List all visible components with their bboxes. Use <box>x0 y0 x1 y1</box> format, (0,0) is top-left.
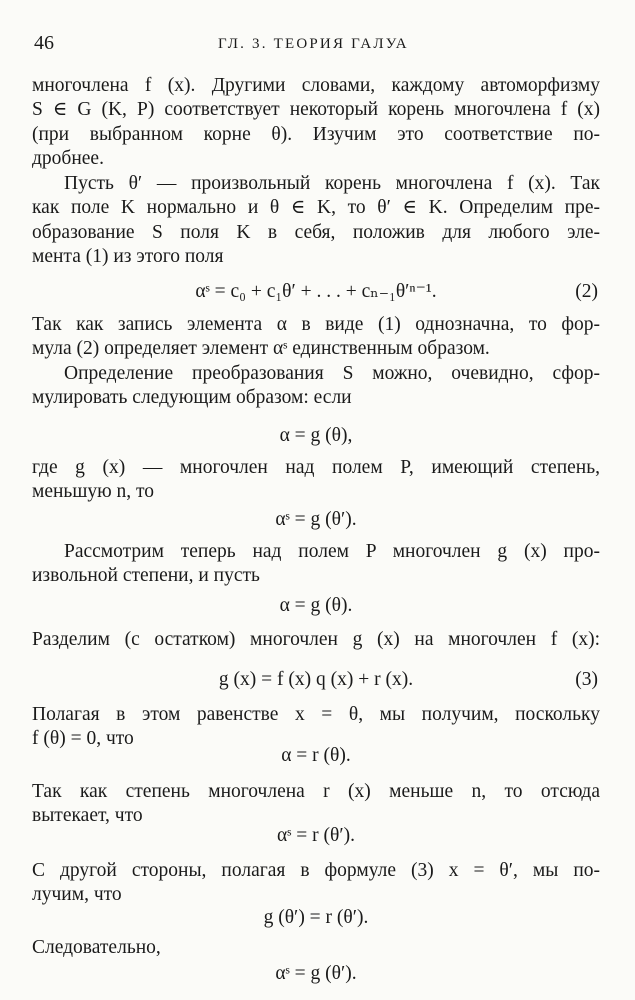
book-page <box>32 26 600 984</box>
text-line: многочлена f (x). Другими словами, каждому автоморфизму <box>32 75 600 96</box>
formula-2: αˢ = c₀ + c₁θ′ + . . . + cₙ₋₁θ′ⁿ⁻¹. <box>195 281 437 302</box>
text-line: где g (x) — многочлен над полем P, имеющий степень, <box>32 457 600 478</box>
text-line: образование S поля K в себя, положив для любого эле- <box>32 222 600 243</box>
text-line: дробнее. <box>32 148 104 169</box>
text-line: Пусть θ′ — произвольный корень многочлена f (x). Так <box>64 173 600 194</box>
text-line: Определение преобразования S можно, очевидно, сфор- <box>64 363 600 384</box>
text-line: мента (1) из этого поля <box>32 246 224 267</box>
text-line: Так как степень многочлена r (x) меньше n, то отсюда <box>32 781 600 802</box>
formula: α = g (θ), <box>279 425 353 446</box>
text-line: Следовательно, <box>32 937 161 958</box>
text-line: мулировать следующим образом: если <box>32 387 352 408</box>
text-line: Разделим (с остатком) многочлен g (x) на многочлен f (x): <box>32 629 600 650</box>
equation-number-2: (2) <box>575 281 598 302</box>
text-line: мула (2) определяет элемент αˢ единственным образом. <box>32 338 490 359</box>
formula: αˢ = g (θ′). <box>275 963 357 984</box>
text-line: S ∈ G (K, P) соответствует некоторый корень многочлена f (x) <box>32 99 600 120</box>
page-number: 46 <box>34 32 54 54</box>
text-line: Так как запись элемента α в виде (1) однозначна, то фор- <box>32 314 600 335</box>
text-line: лучим, что <box>32 884 122 905</box>
text-line: меньшую n, то <box>32 481 155 502</box>
formula: g (θ′) = r (θ′). <box>263 907 369 928</box>
formula: αˢ = r (θ′). <box>277 825 355 846</box>
text-line: (при выбранном корне θ). Изучим это соответствие по- <box>32 124 600 145</box>
text-line: f (θ) = 0, что <box>32 728 134 749</box>
formula: α = g (θ). <box>279 595 353 616</box>
formula: αˢ = g (θ′). <box>275 509 357 530</box>
running-title: ГЛ. 3. ТЕОРИЯ ГАЛУА <box>218 36 409 52</box>
formula: α = r (θ). <box>281 745 351 766</box>
page-header <box>32 26 600 66</box>
text-line: Рассмотрим теперь над полем P многочлен g (x) про- <box>64 541 600 562</box>
equation-number-3: (3) <box>575 669 598 690</box>
text-line: извольной степени, и пусть <box>32 565 260 586</box>
text-line: Полагая в этом равенстве x = θ, мы получим, поскольку <box>32 704 600 725</box>
formula-3: g (x) = f (x) q (x) + r (x). <box>218 669 414 690</box>
text-line: как поле K нормально и θ ∈ K, то θ′ ∈ K. Определим пре- <box>32 197 600 218</box>
text-line: С другой стороны, полагая в формуле (3) x = θ′, мы по- <box>32 860 600 881</box>
text-line: вытекает, что <box>32 805 143 826</box>
